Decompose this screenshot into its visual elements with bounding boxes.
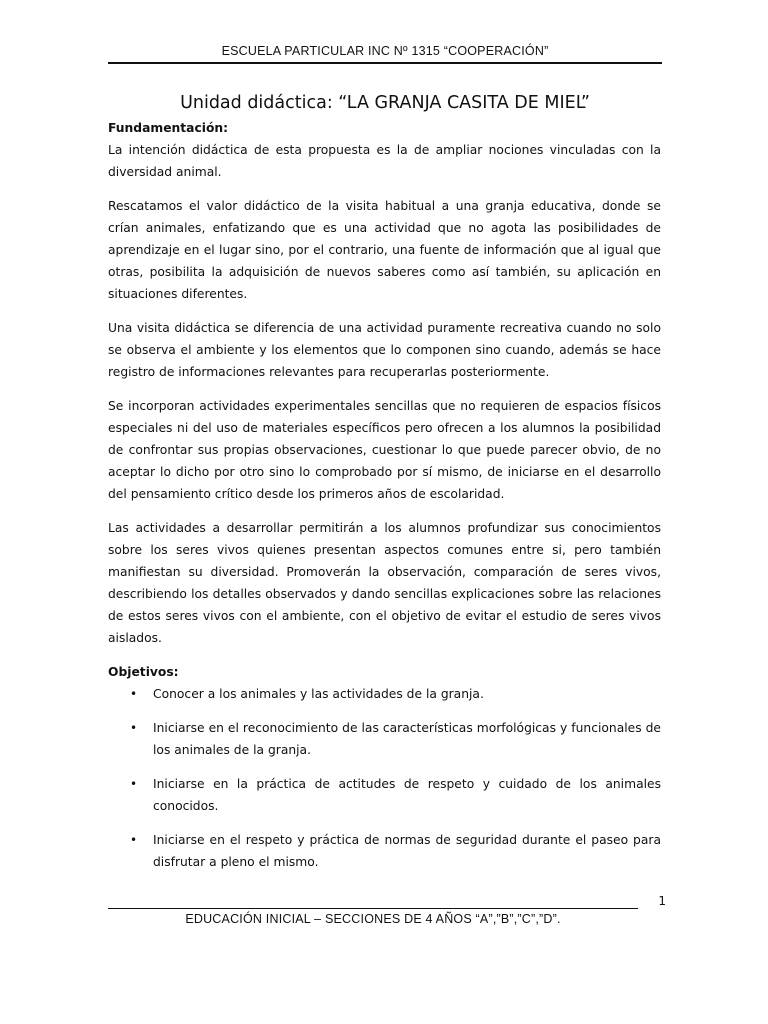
paragraph: Una visita didáctica se diferencia de una actividad puramente recreativa cuando no solo se observa el ambiente y los elementos que lo componen sino cuando, además se hace registro de informaciones relevantes para recuperarlas posteriormente.	[108, 321, 661, 379]
bullet-icon: •	[130, 721, 138, 735]
list-item	[108, 717, 661, 761]
bullet-icon: •	[130, 687, 138, 701]
list-item	[108, 773, 661, 817]
bullet-icon: •	[130, 833, 138, 847]
paragraph: Las actividades a desarrollar permitirán a los alumnos profundizar sus conocimientos sobre los seres vivos quienes presentan aspectos comunes entre si, pero también manifiestan su diversidad. Promoverán la observación, comparación de seres vivos, describiendo los detalles observados y dando sencillas explicaciones sobre las relaciones de estos seres vivos con el ambiente, con el objetivo de evitar el estudio de seres vivos aislados.	[108, 521, 661, 645]
footer-divider	[108, 908, 638, 909]
objective-text: Iniciarse en el respeto y práctica de normas de seguridad durante el paseo para disfrutar a pleno el mismo.	[153, 833, 661, 869]
paragraph: Rescatamos el valor didáctico de la visita habitual a una granja educativa, donde se crían animales, enfatizando que es una actividad que no agota las posibilidades de aprendizaje en el lugar sino, por el contrario, una fuente de información que al igual que otras, posibilita la adquisición de nuevos saberes como así también, su aplicación en situaciones diferentes.	[108, 199, 661, 301]
paragraph: Se incorporan actividades experimentales sencillas que no requieren de espacios físicos especiales ni del uso de materiales específicos pero ofrecen a los alumnos la posibilidad de confrontar sus propias observaciones, cuestionar lo que puede parecer obvio, de no aceptar lo dicho por otro sino lo comprobado por sí mismo, de iniciarse en el desarrollo del pensamiento crítico desde los primeros años de escolaridad.	[108, 399, 661, 501]
page-header: ESCUELA PARTICULAR INC Nº 1315 “COOPERACIÓN”	[221, 44, 549, 58]
objective-text: Conocer a los animales y las actividades de la granja.	[153, 687, 484, 701]
objective-text: Iniciarse en la práctica de actitudes de respeto y cuidado de los animales conocidos.	[153, 777, 661, 813]
list-item	[108, 683, 661, 705]
objective-text: Iniciarse en el reconocimiento de las características morfológicas y funcionales de los animales de la granja.	[153, 721, 661, 757]
paragraph: La intención didáctica de esta propuesta es la de ampliar nociones vinculadas con la diversidad animal.	[108, 143, 661, 179]
bullet-icon: •	[130, 777, 138, 791]
document-body	[108, 117, 661, 885]
fundamentacion-heading: Fundamentación:	[108, 121, 229, 135]
page-number: 1	[658, 894, 666, 908]
document-title: Unidad didáctica: “LA GRANJA CASITA DE MIEL”	[180, 93, 590, 113]
page-footer: EDUCACIÓN INICIAL – SECCIONES DE 4 AÑOS “A”,”B”,”C”,”D”.	[185, 912, 561, 926]
header-divider	[108, 62, 662, 64]
objetivos-heading: Objetivos:	[108, 665, 179, 679]
list-item	[108, 829, 661, 873]
objectives-list	[108, 683, 661, 873]
